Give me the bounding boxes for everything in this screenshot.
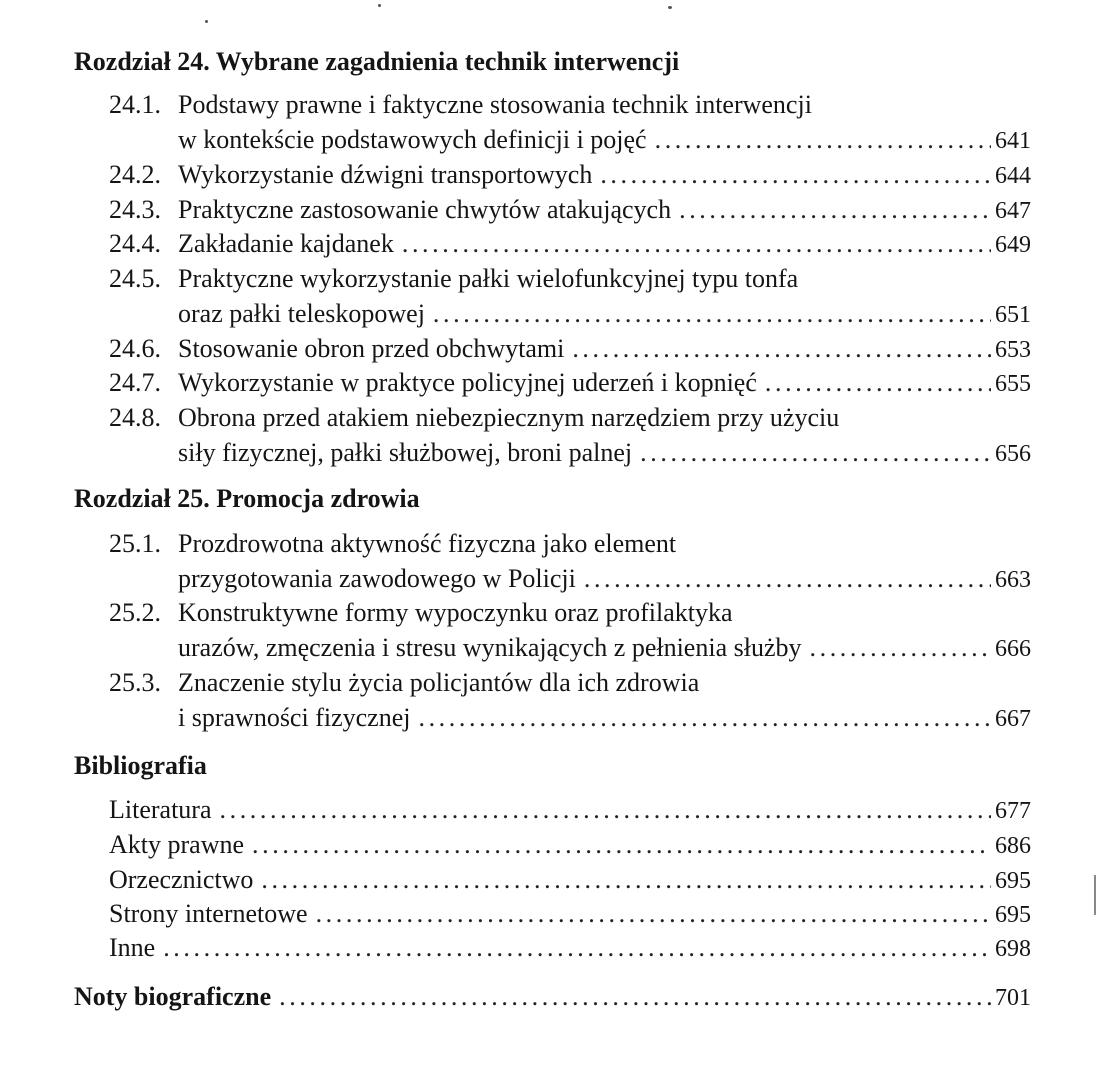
dot-leader [418, 703, 991, 733]
dot-leader [316, 899, 991, 929]
page-number: 695 [995, 868, 1031, 894]
toc-entry-literatura[interactable] [109, 795, 1031, 826]
page-number: 656 [995, 441, 1031, 467]
dot-leader [584, 564, 991, 594]
section-number: 24.3. [109, 195, 161, 224]
section-title-line: Wykorzystanie w praktyce policyjnej uderzeń i kopnięć [178, 368, 757, 397]
page-number: 653 [995, 337, 1031, 363]
page-number: 701 [995, 985, 1031, 1011]
page-number: 686 [995, 833, 1031, 859]
section-title-line: w kontekście podstawowych definicji i pojęć [178, 125, 647, 154]
section-number: 24.7. [109, 368, 161, 397]
entry-label: Akty prawne [109, 830, 245, 859]
section-title-line: Znaczenie stylu życia policjantów dla ich zdrowia [178, 668, 700, 697]
dot-leader [572, 334, 991, 364]
entry-label: Noty biograficzne [74, 982, 272, 1011]
section-title-line: Konstruktywne formy wypoczynku oraz profilaktyka [178, 598, 733, 627]
page-number: 677 [995, 798, 1031, 824]
entry-label: Strony internetowe [109, 899, 308, 928]
page-number: 641 [995, 128, 1031, 154]
page-number: 666 [995, 636, 1031, 662]
section-number: 24.8. [109, 403, 161, 432]
scan-speck [1094, 875, 1096, 915]
section-number: 25.3. [109, 668, 161, 697]
section-title-line: oraz pałki teleskopowej [178, 299, 425, 328]
toc-entry-noty-biograficzne[interactable] [74, 982, 1031, 1013]
scan-speck [205, 20, 208, 23]
chapter-25-title: Rozdział 25. Promocja zdrowia [74, 484, 420, 513]
section-title-line: Praktyczne wykorzystanie pałki wielofunkcyjnej typu tonfa [178, 264, 799, 293]
section-title-line: Podstawy prawne i faktyczne stosowania technik interwencji [178, 90, 812, 119]
page-number: 698 [995, 936, 1031, 962]
scan-speck [378, 4, 381, 7]
toc-entry-strony-internetowe[interactable] [109, 899, 1031, 930]
section-number: 25.2. [109, 598, 161, 627]
dot-leader [433, 299, 991, 329]
page-number: 649 [995, 232, 1031, 258]
dot-leader [640, 438, 991, 468]
page-number: 695 [995, 902, 1031, 928]
page-number: 667 [995, 706, 1031, 732]
dot-leader [402, 229, 991, 259]
toc-entry-inne[interactable] [109, 933, 1031, 964]
entry-label: Inne [109, 933, 156, 962]
toc-entry-orzecznictwo[interactable] [109, 865, 1031, 896]
dot-leader [679, 195, 991, 225]
bibliography-title: Bibliografia [74, 751, 207, 780]
section-number: 24.1. [109, 90, 161, 119]
section-title-line: siły fizycznej, pałki służbowej, broni palnej [178, 438, 633, 467]
dot-leader [765, 368, 991, 398]
dot-leader [220, 795, 992, 825]
dot-leader [163, 933, 991, 963]
section-title-line: i sprawności fizycznej [178, 703, 411, 732]
entry-label: Orzecznictwo [109, 865, 254, 894]
section-number: 24.6. [109, 334, 161, 363]
section-title-line: Wykorzystanie dźwigni transportowych [178, 160, 593, 189]
dot-leader [655, 125, 991, 155]
section-title-line: Prozdrowotna aktywność fizyczna jako element [178, 529, 677, 558]
section-title-line: przygotowania zawodowego w Policji [178, 564, 576, 593]
page-number: 644 [995, 163, 1031, 189]
section-number: 24.4. [109, 229, 161, 258]
dot-leader [252, 830, 991, 860]
section-title-line: urazów, zmęczenia i stresu wynikających z pełnienia służby [178, 633, 802, 662]
dot-leader [600, 160, 991, 190]
page-number: 663 [995, 567, 1031, 593]
section-number: 25.1. [109, 529, 161, 558]
dot-leader [261, 865, 991, 895]
section-number: 24.2. [109, 160, 161, 189]
page-number: 655 [995, 371, 1031, 397]
section-title-line: Zakładanie kajdanek [178, 229, 394, 258]
section-number: 24.5. [109, 264, 161, 293]
page-number: 651 [995, 302, 1031, 328]
section-title-line: Obrona przed atakiem niebezpiecznym narzędziem przy użyciu [178, 403, 840, 432]
section-title-line: Praktyczne zastosowanie chwytów atakujących [178, 195, 672, 224]
dot-leader [279, 982, 991, 1012]
page-number: 647 [995, 198, 1031, 224]
scan-speck [668, 6, 672, 9]
section-title-line: Stosowanie obron przed obchwytami [178, 334, 565, 363]
entry-label: Literatura [109, 795, 212, 824]
toc-entry-akty-prawne[interactable] [109, 830, 1031, 861]
dot-leader [810, 633, 992, 663]
chapter-24-title: Rozdział 24. Wybrane zagadnienia technik interwencji [74, 47, 680, 76]
